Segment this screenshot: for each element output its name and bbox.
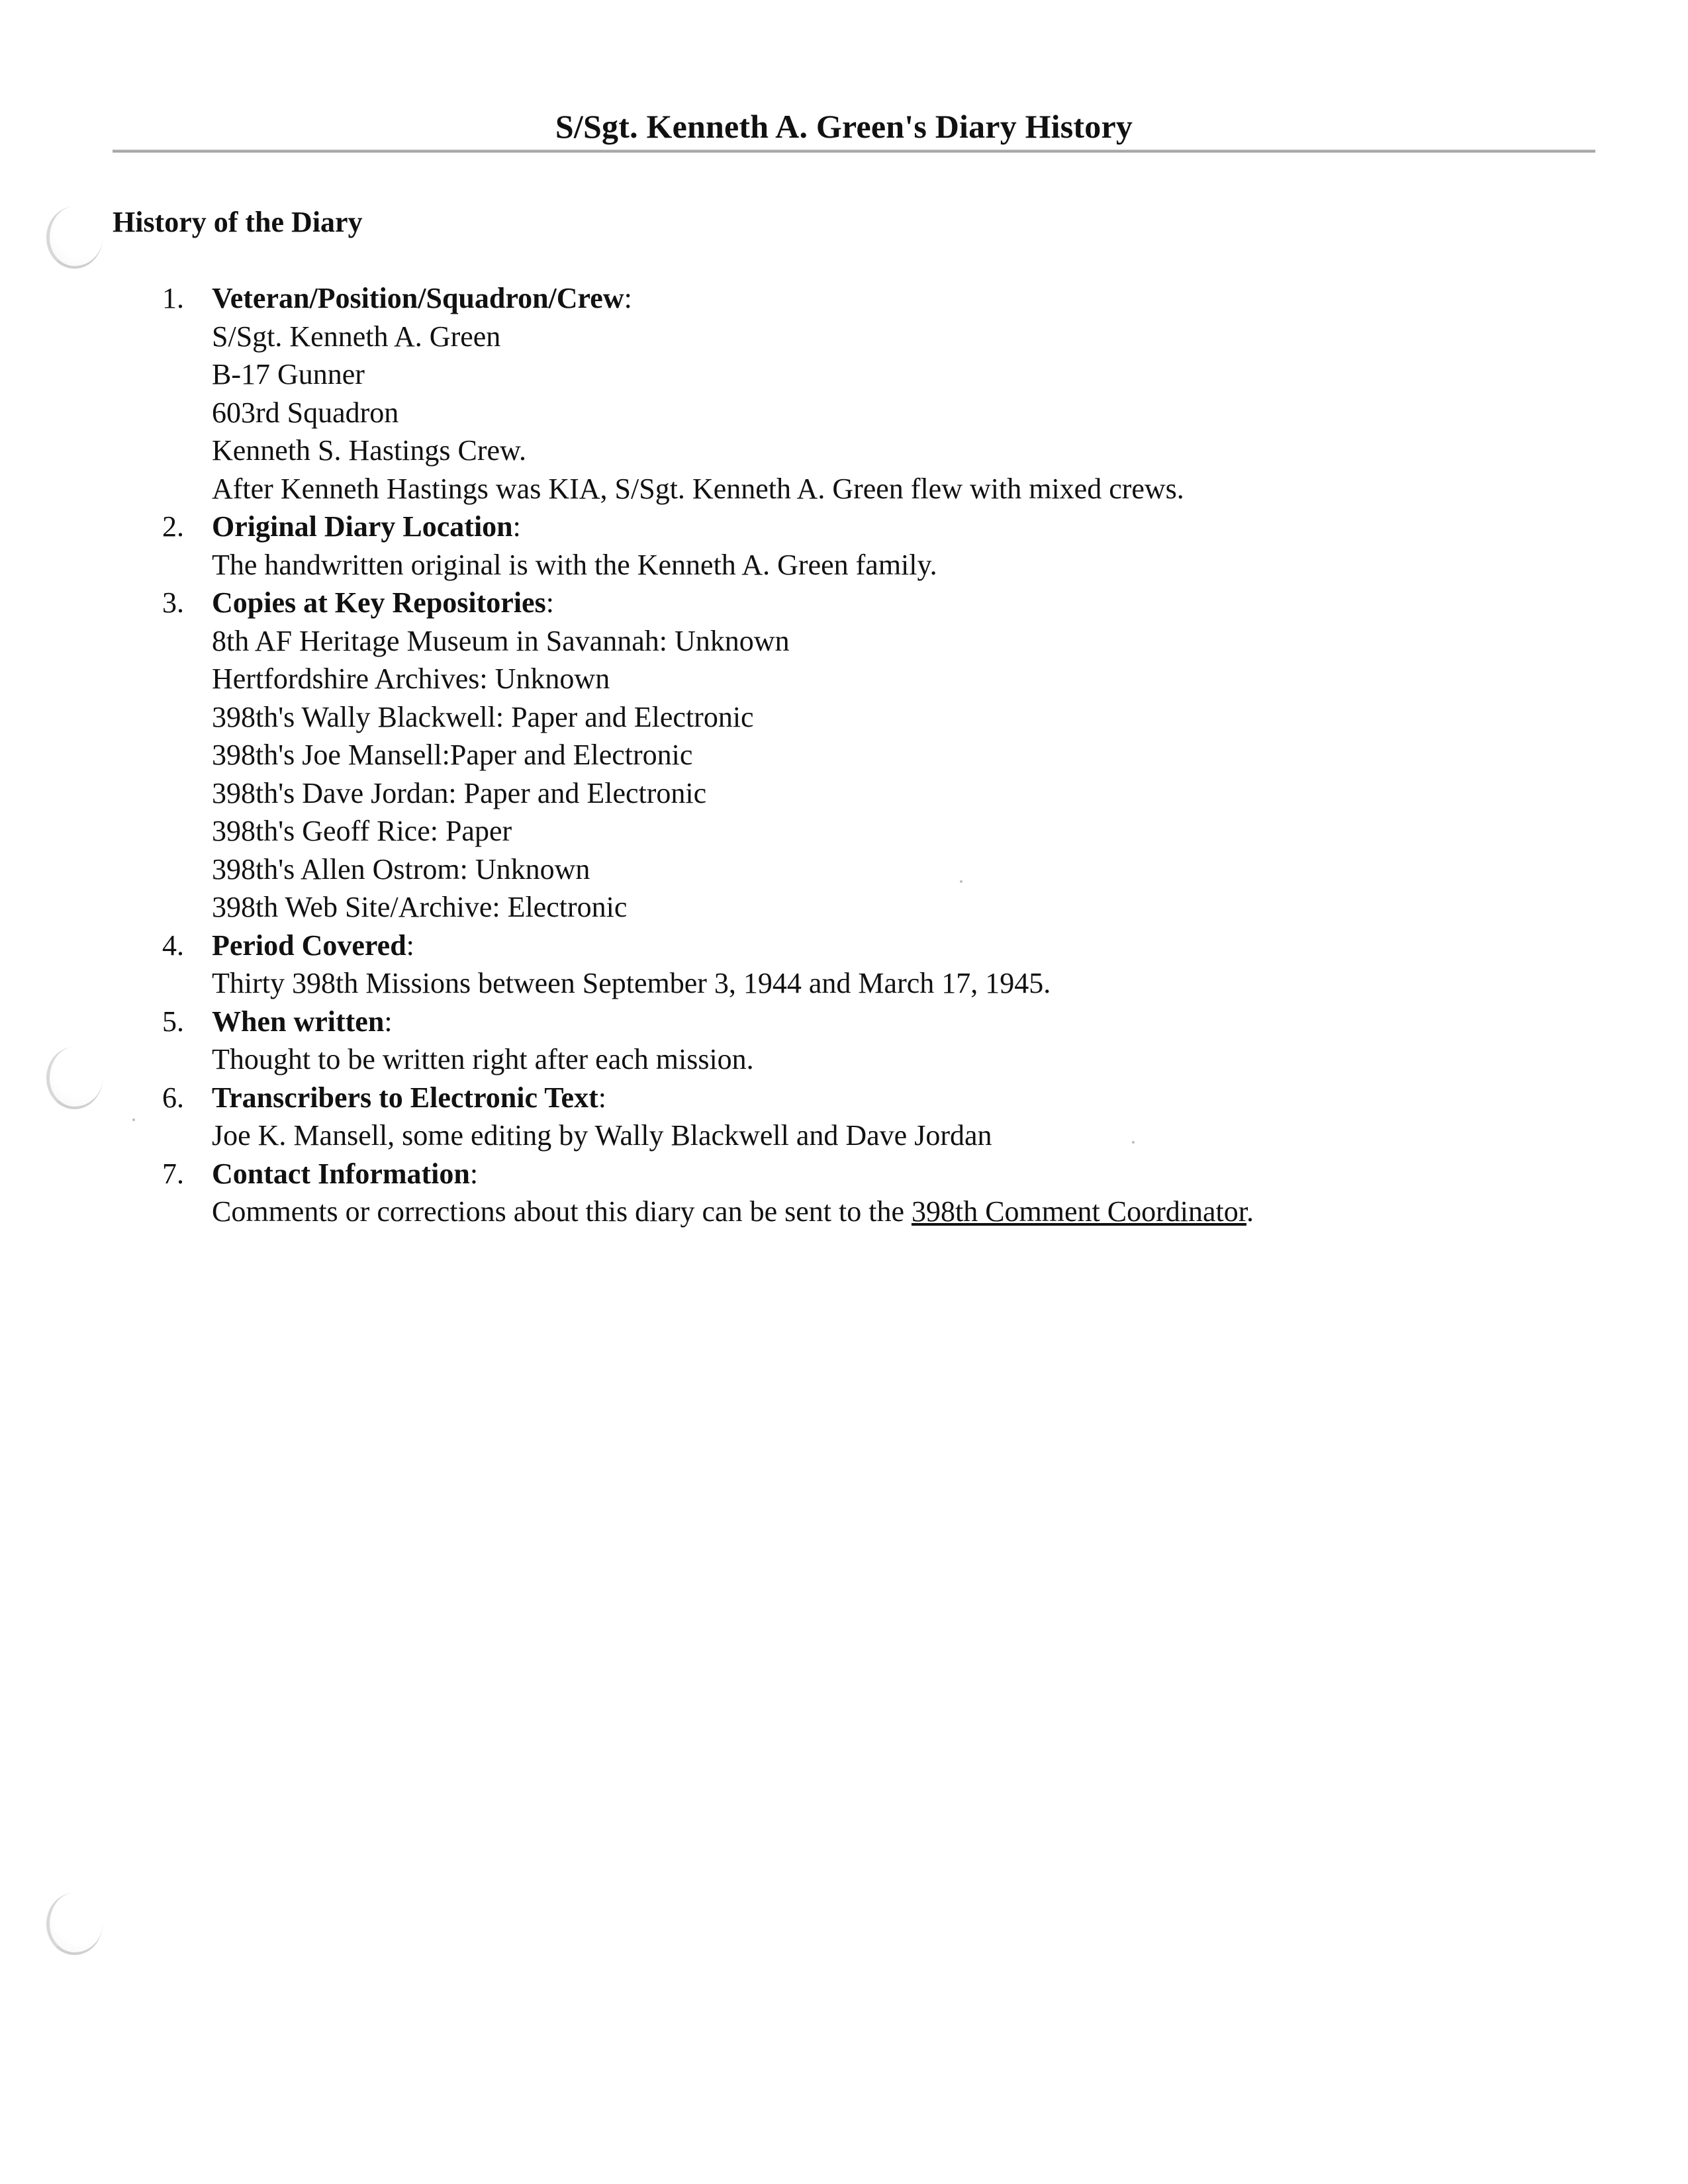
contact-line bbox=[212, 1193, 1536, 1231]
binder-hole-top bbox=[46, 206, 103, 269]
list-item: 1. Veteran/Position/Squadron/Crew: S/Sgt. Kenneth A. Green B-17 Gunner 603rd Squadron Kenneth S. Hastings Crew. After Kenneth Hastings was KIA, S/Sgt. Kenneth A. Green flew with mixed crews. bbox=[146, 279, 1536, 508]
item-number: 5. bbox=[162, 1005, 184, 1038]
list-item: 4. Period Covered: Thirty 398th Missions between September 3, 1944 and March 17, 1945. bbox=[146, 927, 1536, 1003]
page-title: S/Sgt. Kenneth A. Green's Diary History bbox=[555, 107, 1133, 145]
item-label: Veteran/Position/Squadron/Crew bbox=[212, 282, 624, 314]
item-number: 3. bbox=[162, 586, 184, 619]
item-line: 398th's Geoff Rice: Paper bbox=[212, 815, 512, 847]
item-line: 398th's Wally Blackwell: Paper and Electronic bbox=[212, 700, 754, 733]
item-line: 398th's Joe Mansell:Paper and Electronic bbox=[212, 739, 693, 771]
item-line: 398th's Dave Jordan: Paper and Electronic bbox=[212, 776, 707, 809]
item-number: 4. bbox=[162, 929, 184, 962]
item-line: Kenneth S. Hastings Crew. bbox=[212, 434, 526, 467]
list-item: 5. When written: Thought to be written right after each mission. bbox=[146, 1003, 1536, 1079]
item-line: 8th AF Heritage Museum in Savannah: Unknown bbox=[212, 624, 790, 657]
list-item: 3. Copies at Key Repositories: 8th AF Heritage Museum in Savannah: Unknown Hertfordshire Archives: Unknown 398th's Wally Blackwell: Paper and Electronic 398th's Joe Mansell:Paper and Electronic 398th's Dave Jordan: Paper and Electronic 398th's Geoff Rice: Paper 398th's Allen Ostrom: Unknown 398th Web Site/Archive: Electronic bbox=[146, 584, 1536, 927]
diary-history-list bbox=[146, 279, 1536, 1231]
item-line: Thought to be written right after each mission. bbox=[212, 1043, 754, 1075]
item-label: Copies at Key Repositories bbox=[212, 586, 546, 619]
title-divider bbox=[113, 150, 1595, 153]
comment-coordinator-link[interactable]: 398th Comment Coordinator bbox=[911, 1195, 1246, 1228]
item-number: 2. bbox=[162, 510, 184, 543]
item-label: Original Diary Location bbox=[212, 510, 513, 543]
item-line: Hertfordshire Archives: Unknown bbox=[212, 662, 610, 695]
item-line: 398th's Allen Ostrom: Unknown bbox=[212, 852, 590, 886]
item-line: B-17 Gunner bbox=[212, 358, 365, 390]
section-heading: History of the Diary bbox=[113, 206, 363, 238]
item-number: 6. bbox=[162, 1081, 184, 1114]
item-line: Thirty 398th Missions between September 3, 1944 and March 17, 1945. bbox=[212, 967, 1051, 999]
item-line: 603rd Squadron bbox=[212, 396, 399, 429]
list-item: 7. Contact Information: Comments or corrections about this diary can be sent to the 398th Comment Coordinator. bbox=[146, 1155, 1536, 1231]
binder-hole-bottom bbox=[46, 1893, 103, 1955]
list-item: 2. Original Diary Location: The handwritten original is with the Kenneth A. Green family. bbox=[146, 508, 1536, 584]
item-line: The handwritten original is with the Kenneth A. Green family. bbox=[212, 548, 937, 581]
contact-line-suffix: . bbox=[1246, 1195, 1254, 1228]
list-item: 6. Transcribers to Electronic Text: Joe K. Mansell, some editing by Wally Blackwell and Dave Jordan bbox=[146, 1079, 1536, 1155]
item-label: Transcribers to Electronic Text bbox=[212, 1081, 598, 1114]
item-line: S/Sgt. Kenneth A. Green bbox=[212, 320, 501, 353]
item-line: 398th Web Site/Archive: Electronic bbox=[212, 891, 628, 923]
item-number: 7. bbox=[162, 1157, 184, 1190]
item-label: Contact Information bbox=[212, 1157, 470, 1190]
item-line: After Kenneth Hastings was KIA, S/Sgt. Kenneth A. Green flew with mixed crews. bbox=[212, 472, 1184, 505]
item-label: When written bbox=[212, 1005, 385, 1038]
item-label: Period Covered bbox=[212, 929, 406, 962]
contact-line-prefix: Comments or corrections about this diary can be sent to the bbox=[212, 1195, 912, 1228]
binder-hole-middle bbox=[46, 1047, 103, 1109]
item-number: 1. bbox=[162, 282, 184, 314]
scan-speck bbox=[132, 1118, 135, 1121]
item-line: Joe K. Mansell, some editing by Wally Blackwell and Dave Jordan bbox=[212, 1119, 992, 1152]
